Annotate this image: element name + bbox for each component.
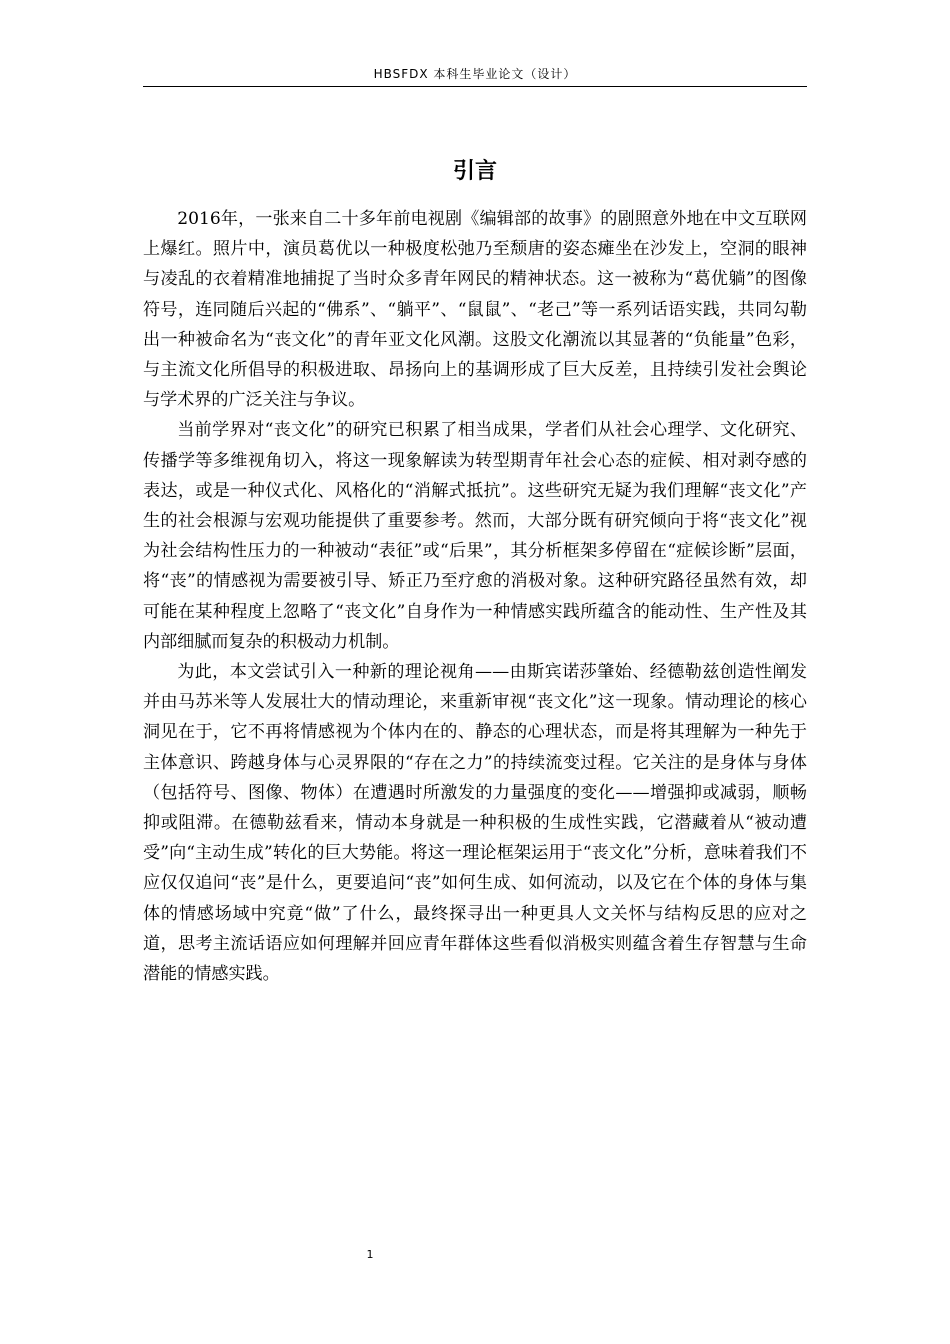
- running-header: HBSFDX 本科生毕业论文（设计）: [373, 67, 577, 81]
- paragraph-2: 当前学界对“丧文化”的研究已积累了相当成果，学者们从社会心理学、文化研究、传播学等多维视角切入，将这一现象解读为转型期青年社会心态的症候、相对剥夺感的表达，或是一种仪式化、风格化的“消解式抵抗”。这些研究无疑为我们理解“丧文化”产生的社会根源与宏观功能提供了重要参考。然而，大部分既有研究倾向于将“丧文化”视为社会结构性压力的一种被动“表征”或“后果”，其分析框架多停留在“症候诊断”层面，将“丧”的情感视为需要被引导、矫正乃至疗愈的消极对象。这种研究路径虽然有效，却可能在某种程度上忽略了“丧文化”自身作为一种情感实践所蕴含的能动性、生产性及其内部细腻而复杂的积极动力机制。: [143, 420, 807, 652]
- page-number: 1: [366, 1248, 374, 1261]
- paragraph-1: 2016年，一张来自二十多年前电视剧《编辑部的故事》的剧照意外地在中文互联网上爆红。照片中，演员葛优以一种极度松弛乃至颓唐的姿态瘫坐在沙发上，空洞的眼神与凌乱的衣着精准地捕捉了当时众多青年网民的精神状态。这一被称为“葛优躺”的图像符号，连同随后兴起的“佛系”、“躺平”、“鼠鼠”、“老己”等一系列话语实践，共同勾勒出一种被命名为“丧文化”的青年亚文化风潮。这股文化潮流以其显著的“负能量”色彩，与主流文化所倡导的积极进取、昂扬向上的基调形成了巨大反差，且持续引发社会舆论与学术界的广泛关注与争议。: [143, 209, 807, 411]
- section-title: 引言: [452, 159, 497, 184]
- body-text: [143, 204, 807, 989]
- header-rule: [143, 86, 807, 87]
- paragraph-3: 为此，本文尝试引入一种新的理论视角——由斯宾诺莎肇始、经德勒兹创造性阐发并由马苏米等人发展壮大的情动理论，来重新审视“丧文化”这一现象。情动理论的核心洞见在于，它不再将情感视为个体内在的、静态的心理状态，而是将其理解为一种先于主体意识、跨越身体与心灵界限的“存在之力”的持续流变过程。它关注的是身体与身体（包括符号、图像、物体）在遭遇时所激发的力量强度的变化——增强抑或减弱，顺畅抑或阻滞。在德勒兹看来，情动本身就是一种积极的生成性实践，它潜藏着从“被动遭受”向“主动生成”转化的巨大势能。将这一理论框架运用于“丧文化”分析，意味着我们不应仅仅追问“丧”是什么，更要追问“丧”如何生成、如何流动，以及它在个体的身体与集体的情感场域中究竟“做”了什么，最终探寻出一种更具人文关怀与结构反思的应对之道，思考主流话语应如何理解并回应青年群体这些看似消极实则蕴含着生存智慧与生命潜能的情感实践。: [143, 662, 807, 985]
